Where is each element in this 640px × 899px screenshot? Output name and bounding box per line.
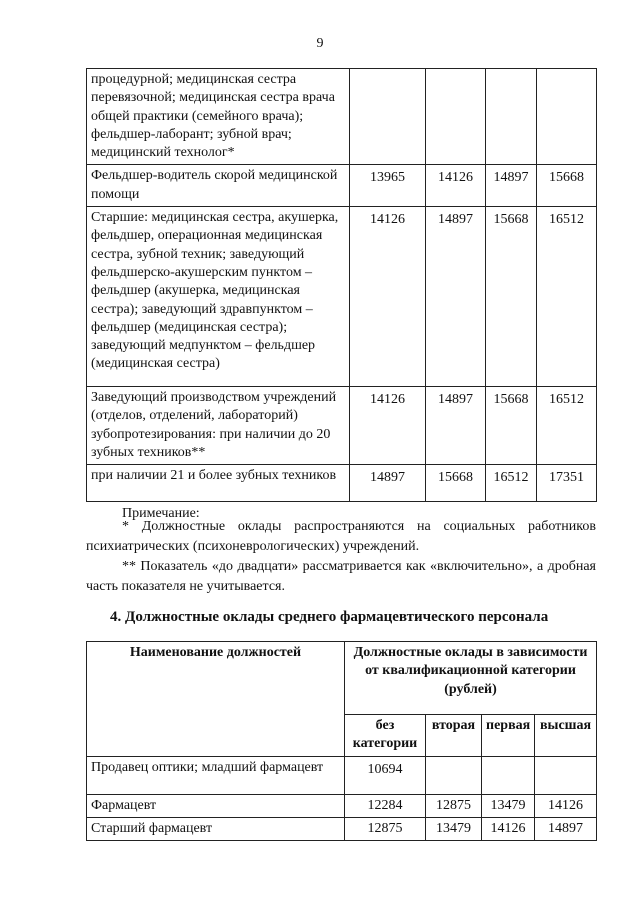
salary-cell: 15668 xyxy=(486,207,537,387)
salary-cell: 15668 xyxy=(426,465,486,502)
section-title: 4. Должностные оклады среднего фармацевтического персонала xyxy=(110,609,549,625)
salary-cell xyxy=(350,69,426,165)
position-name: процедурной; медицинская сестра перевязочной; медицинская сестра врача общей практики (семейного врача); фельдшер-лаборант; зубной врач; медицинский технолог* xyxy=(87,69,350,165)
notes-title: Примечание: xyxy=(122,506,200,521)
table-row xyxy=(87,756,597,794)
table-row xyxy=(87,817,597,840)
salary-cell xyxy=(426,69,486,165)
salary-cell: 13479 xyxy=(482,794,535,817)
salary-cell: 13965 xyxy=(350,165,426,207)
header-category: вторая xyxy=(426,715,482,757)
salary-cell: 16512 xyxy=(537,207,597,387)
salary-cell: 10694 xyxy=(345,756,426,794)
salary-cell xyxy=(535,756,597,794)
note-1: * Должностные оклады распространяются на социальных работников психиатрических (психоневрологических) учреждений. xyxy=(86,519,596,554)
position-name: Фельдшер-водитель скорой медицинской помощи xyxy=(87,165,350,207)
salary-cell xyxy=(537,69,597,165)
salary-cell: 14897 xyxy=(426,207,486,387)
salary-cell: 12875 xyxy=(426,794,482,817)
salary-cell: 16512 xyxy=(537,387,597,465)
page-number: 9 xyxy=(316,36,324,51)
table-row xyxy=(87,387,597,465)
salary-cell: 17351 xyxy=(537,465,597,502)
salary-cell: 15668 xyxy=(537,165,597,207)
salary-cell xyxy=(482,756,535,794)
header-category: первая xyxy=(482,715,535,757)
table-row xyxy=(87,794,597,817)
salary-cell: 15668 xyxy=(486,387,537,465)
salary-cell: 14897 xyxy=(426,387,486,465)
salary-cell: 14126 xyxy=(350,207,426,387)
salary-cell: 14897 xyxy=(535,817,597,840)
position-name: при наличии 21 и более зубных техников xyxy=(87,465,350,502)
salary-cell: 14126 xyxy=(535,794,597,817)
salary-cell: 14897 xyxy=(486,165,537,207)
salary-cell: 13479 xyxy=(426,817,482,840)
position-name: Старшие: медицинская сестра, акушерка, фельдшер, операционная медицинская сестра, зубной техник; заведующий фельдшерско-акушерским пунктом – фельдшер (акушерка, медицинская сестра); заведующий здравпунктом – фельдшер (медицинская сестра); заведующий медпунктом – фельдшер (медицинская сестра) xyxy=(87,207,350,387)
header-position-name: Наименование должностей xyxy=(87,642,345,757)
salary-cell: 16512 xyxy=(486,465,537,502)
salary-cell: 14126 xyxy=(482,817,535,840)
position-name: Фармацевт xyxy=(87,794,345,817)
salary-cell: 12284 xyxy=(345,794,426,817)
salary-cell: 14126 xyxy=(350,387,426,465)
salary-table-medical xyxy=(86,68,597,502)
position-name: Продавец оптики; младший фармацевт xyxy=(87,756,345,794)
position-name: Старший фармацевт xyxy=(87,817,345,840)
position-name: Заведующий производством учреждений (отделов, отделений, лабораторий) зубопротезирования: при наличии до 20 зубных техников** xyxy=(87,387,350,465)
salary-cell xyxy=(426,756,482,794)
header-salaries: Должностные оклады в зависимости от квалификационной категории (рублей) xyxy=(345,642,597,715)
header-category: высшая xyxy=(535,715,597,757)
table-header-row xyxy=(87,642,597,715)
salary-cell xyxy=(486,69,537,165)
table-row xyxy=(87,69,597,165)
table-row xyxy=(87,465,597,502)
table-row xyxy=(87,165,597,207)
salary-cell: 14897 xyxy=(350,465,426,502)
salary-cell: 12875 xyxy=(345,817,426,840)
salary-cell: 14126 xyxy=(426,165,486,207)
note-2: ** Показатель «до двадцати» рассматривается как «включительно», а дробная часть показателя не учитывается. xyxy=(86,559,596,594)
salary-table-pharmacy xyxy=(86,641,597,841)
table-row xyxy=(87,207,597,387)
header-category: без категории xyxy=(345,715,426,757)
